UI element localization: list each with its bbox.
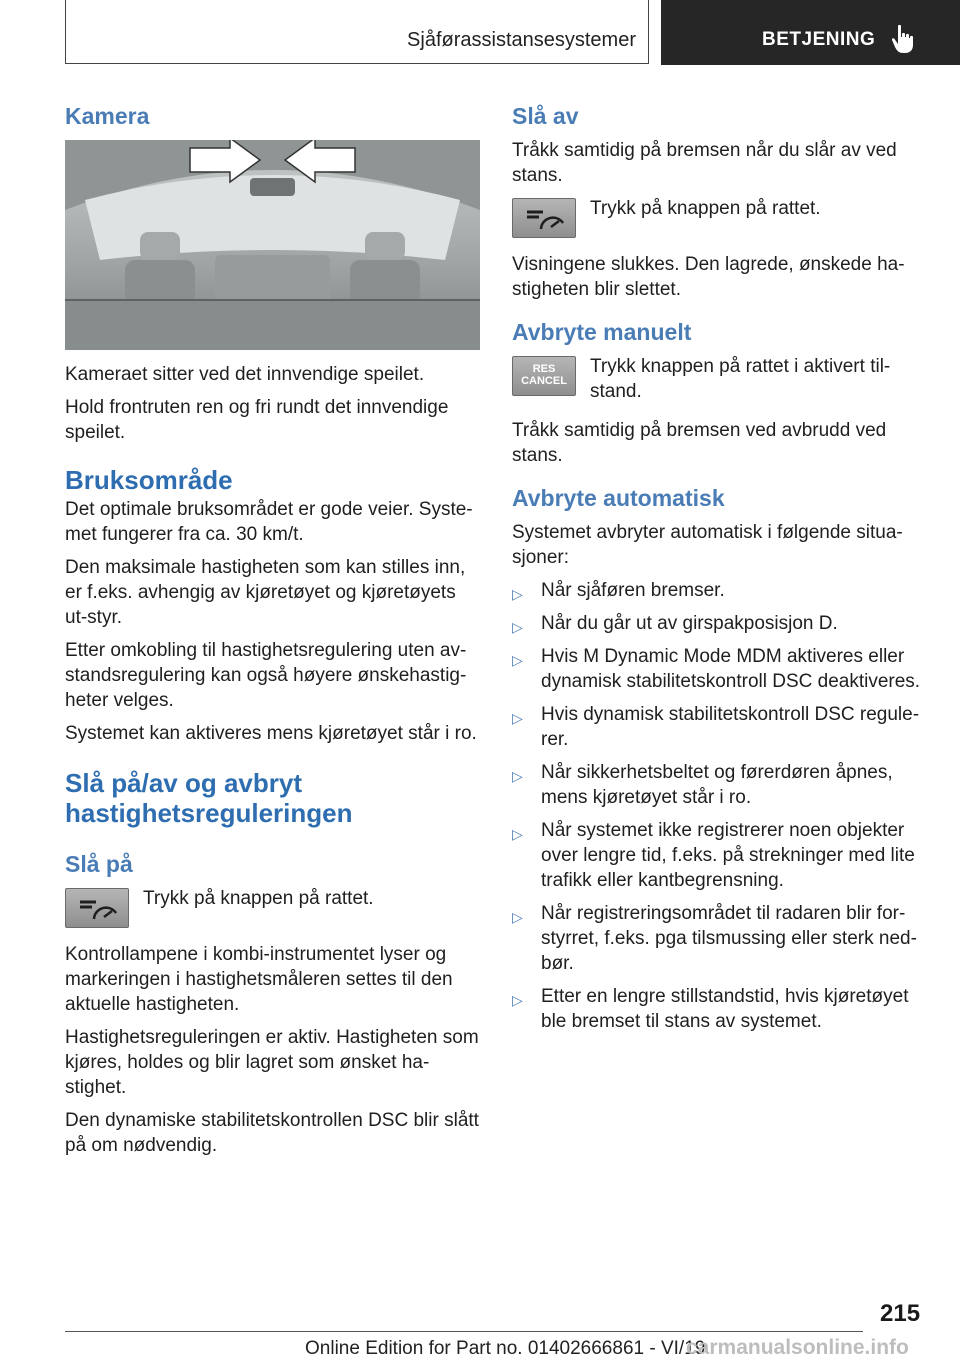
res-cancel-button-icon [512, 356, 576, 396]
off-paragraph-2: Visningene slukkes. Den lagrede, ønskede ha-stigheten blir slettet. [512, 254, 905, 300]
section-tab [65, 0, 649, 64]
on-button-text: Trykk på knappen på rattet. [143, 888, 374, 909]
triangle-bullet-icon: ▷ [512, 826, 523, 842]
triangle-bullet-icon: ▷ [512, 586, 523, 602]
off-heading: Slå av [512, 103, 579, 129]
page-number: 215 [880, 1300, 921, 1327]
speedometer-icon [66, 889, 128, 927]
cruise-control-button-icon [512, 198, 576, 238]
camera-paragraph-1: Kameraet sitter ved det innvendige speilet. [65, 364, 425, 385]
footer-divider [65, 1331, 863, 1332]
manual-button-row [512, 354, 927, 404]
list-item: ▷ Når sjåføren bremser. [512, 578, 927, 603]
left-column [65, 100, 480, 1166]
camera-paragraph-2: Hold frontruten ren og fri rundt det innvendige speilet. [65, 397, 449, 443]
list-item: ▷ Når sikkerhetsbeltet og førerdøren åpnes, mens kjøretøyet står i ro. [512, 762, 893, 808]
triangle-bullet-icon: ▷ [512, 619, 523, 635]
list-item: ▷ Når du går ut av girspakposisjon D. [512, 611, 927, 636]
watermark: carmanualsonline.info [686, 1336, 909, 1359]
triangle-bullet-icon: ▷ [512, 652, 523, 668]
on-button-row [65, 886, 480, 928]
manual-paragraph-1: Tråkk samtidig på bremsen ved avbrudd ved stans. [512, 420, 887, 466]
auto-cancel-list [512, 578, 927, 1034]
res-label: RES [532, 363, 556, 375]
camera-heading: Kamera [65, 103, 150, 129]
manual-button-text: Trykk knappen på rattet i aktivert til-stand. [590, 356, 891, 402]
list-item: ▷ Når registreringsområdet til radaren blir for-styrret, f.eks. pga tilsmussing eller sterk ned-bør. [512, 903, 917, 974]
usage-heading: Bruksområde [65, 465, 233, 495]
edition-note: Online Edition for Part no. 01402666861 - VI/19 [305, 1338, 706, 1359]
right-column [512, 100, 927, 1042]
toggle-heading: Slå på/av og avbryt hastighetsreguleringen [65, 768, 353, 828]
off-button-text: Trykk på knappen på rattet. [590, 198, 821, 219]
chapter-tab [661, 0, 960, 65]
triangle-bullet-icon: ▷ [512, 992, 523, 1008]
auto-paragraph-1: Systemet avbryter automatisk i følgende situa-sjoner: [512, 522, 903, 568]
triangle-bullet-icon: ▷ [512, 768, 523, 784]
on-paragraph-1: Kontrollampene i kombi-instrumentet lyser og markeringen i hastighetsmåleren settes til den aktuelle hastigheten. [65, 944, 453, 1015]
usage-paragraph-1: Det optimale bruksområdet er gode veier. Syste-met fungerer fra ca. 30 km/t. [65, 499, 473, 545]
cruise-control-button-icon [65, 888, 129, 928]
speedometer-icon [513, 199, 575, 237]
on-heading: Slå på [65, 851, 133, 877]
list-item: ▷ Når systemet ikke registrerer noen objekter over lengre tid, f.eks. på strekninger med lite trafikk eller kantbegrensning. [512, 820, 915, 891]
off-paragraph-1: Tråkk samtidig på bremsen når du slår av ved stans. [512, 140, 897, 186]
list-item: ▷ Hvis M Dynamic Mode MDM aktiveres eller dynamisk stabilitetskontroll DSC deaktiveres. [512, 646, 921, 692]
usage-paragraph-3: Etter omkobling til hastighetsregulering uten av-standsregulering kan også høyere ønskehastig-heter velges. [65, 640, 467, 711]
pointing-hand-icon [891, 24, 917, 54]
car-interior-illustration [65, 140, 480, 350]
usage-paragraph-4: Systemet kan aktiveres mens kjøretøyet står i ro. [65, 723, 477, 744]
triangle-bullet-icon: ▷ [512, 710, 523, 726]
off-button-row [512, 196, 927, 238]
chapter-title: BETJENING [762, 29, 876, 50]
page-header [65, 0, 960, 65]
list-item: ▷ Etter en lengre stillstandstid, hvis kjøretøyet ble bremset til stans av systemet. [512, 986, 909, 1032]
auto-heading: Avbryte automatisk [512, 485, 725, 511]
manual-heading: Avbryte manuelt [512, 319, 692, 345]
on-paragraph-2: Hastighetsreguleringen er aktiv. Hastigheten som kjøres, holdes og blir lagret som ønsket ha-stighet. [65, 1027, 479, 1098]
section-title: Sjåførassistansesystemer [407, 29, 636, 51]
list-item: ▷ Hvis dynamisk stabilitetskontroll DSC regule-rer. [512, 704, 920, 750]
on-paragraph-3: Den dynamiske stabilitetskontrollen DSC blir slått på om nødvendig. [65, 1110, 479, 1156]
cancel-label: CANCEL [521, 375, 567, 387]
usage-paragraph-2: Den maksimale hastigheten som kan stilles inn, er f.eks. avhengig av kjøretøyet og kjøretøyets ut-styr. [65, 557, 466, 628]
triangle-bullet-icon: ▷ [512, 909, 523, 925]
